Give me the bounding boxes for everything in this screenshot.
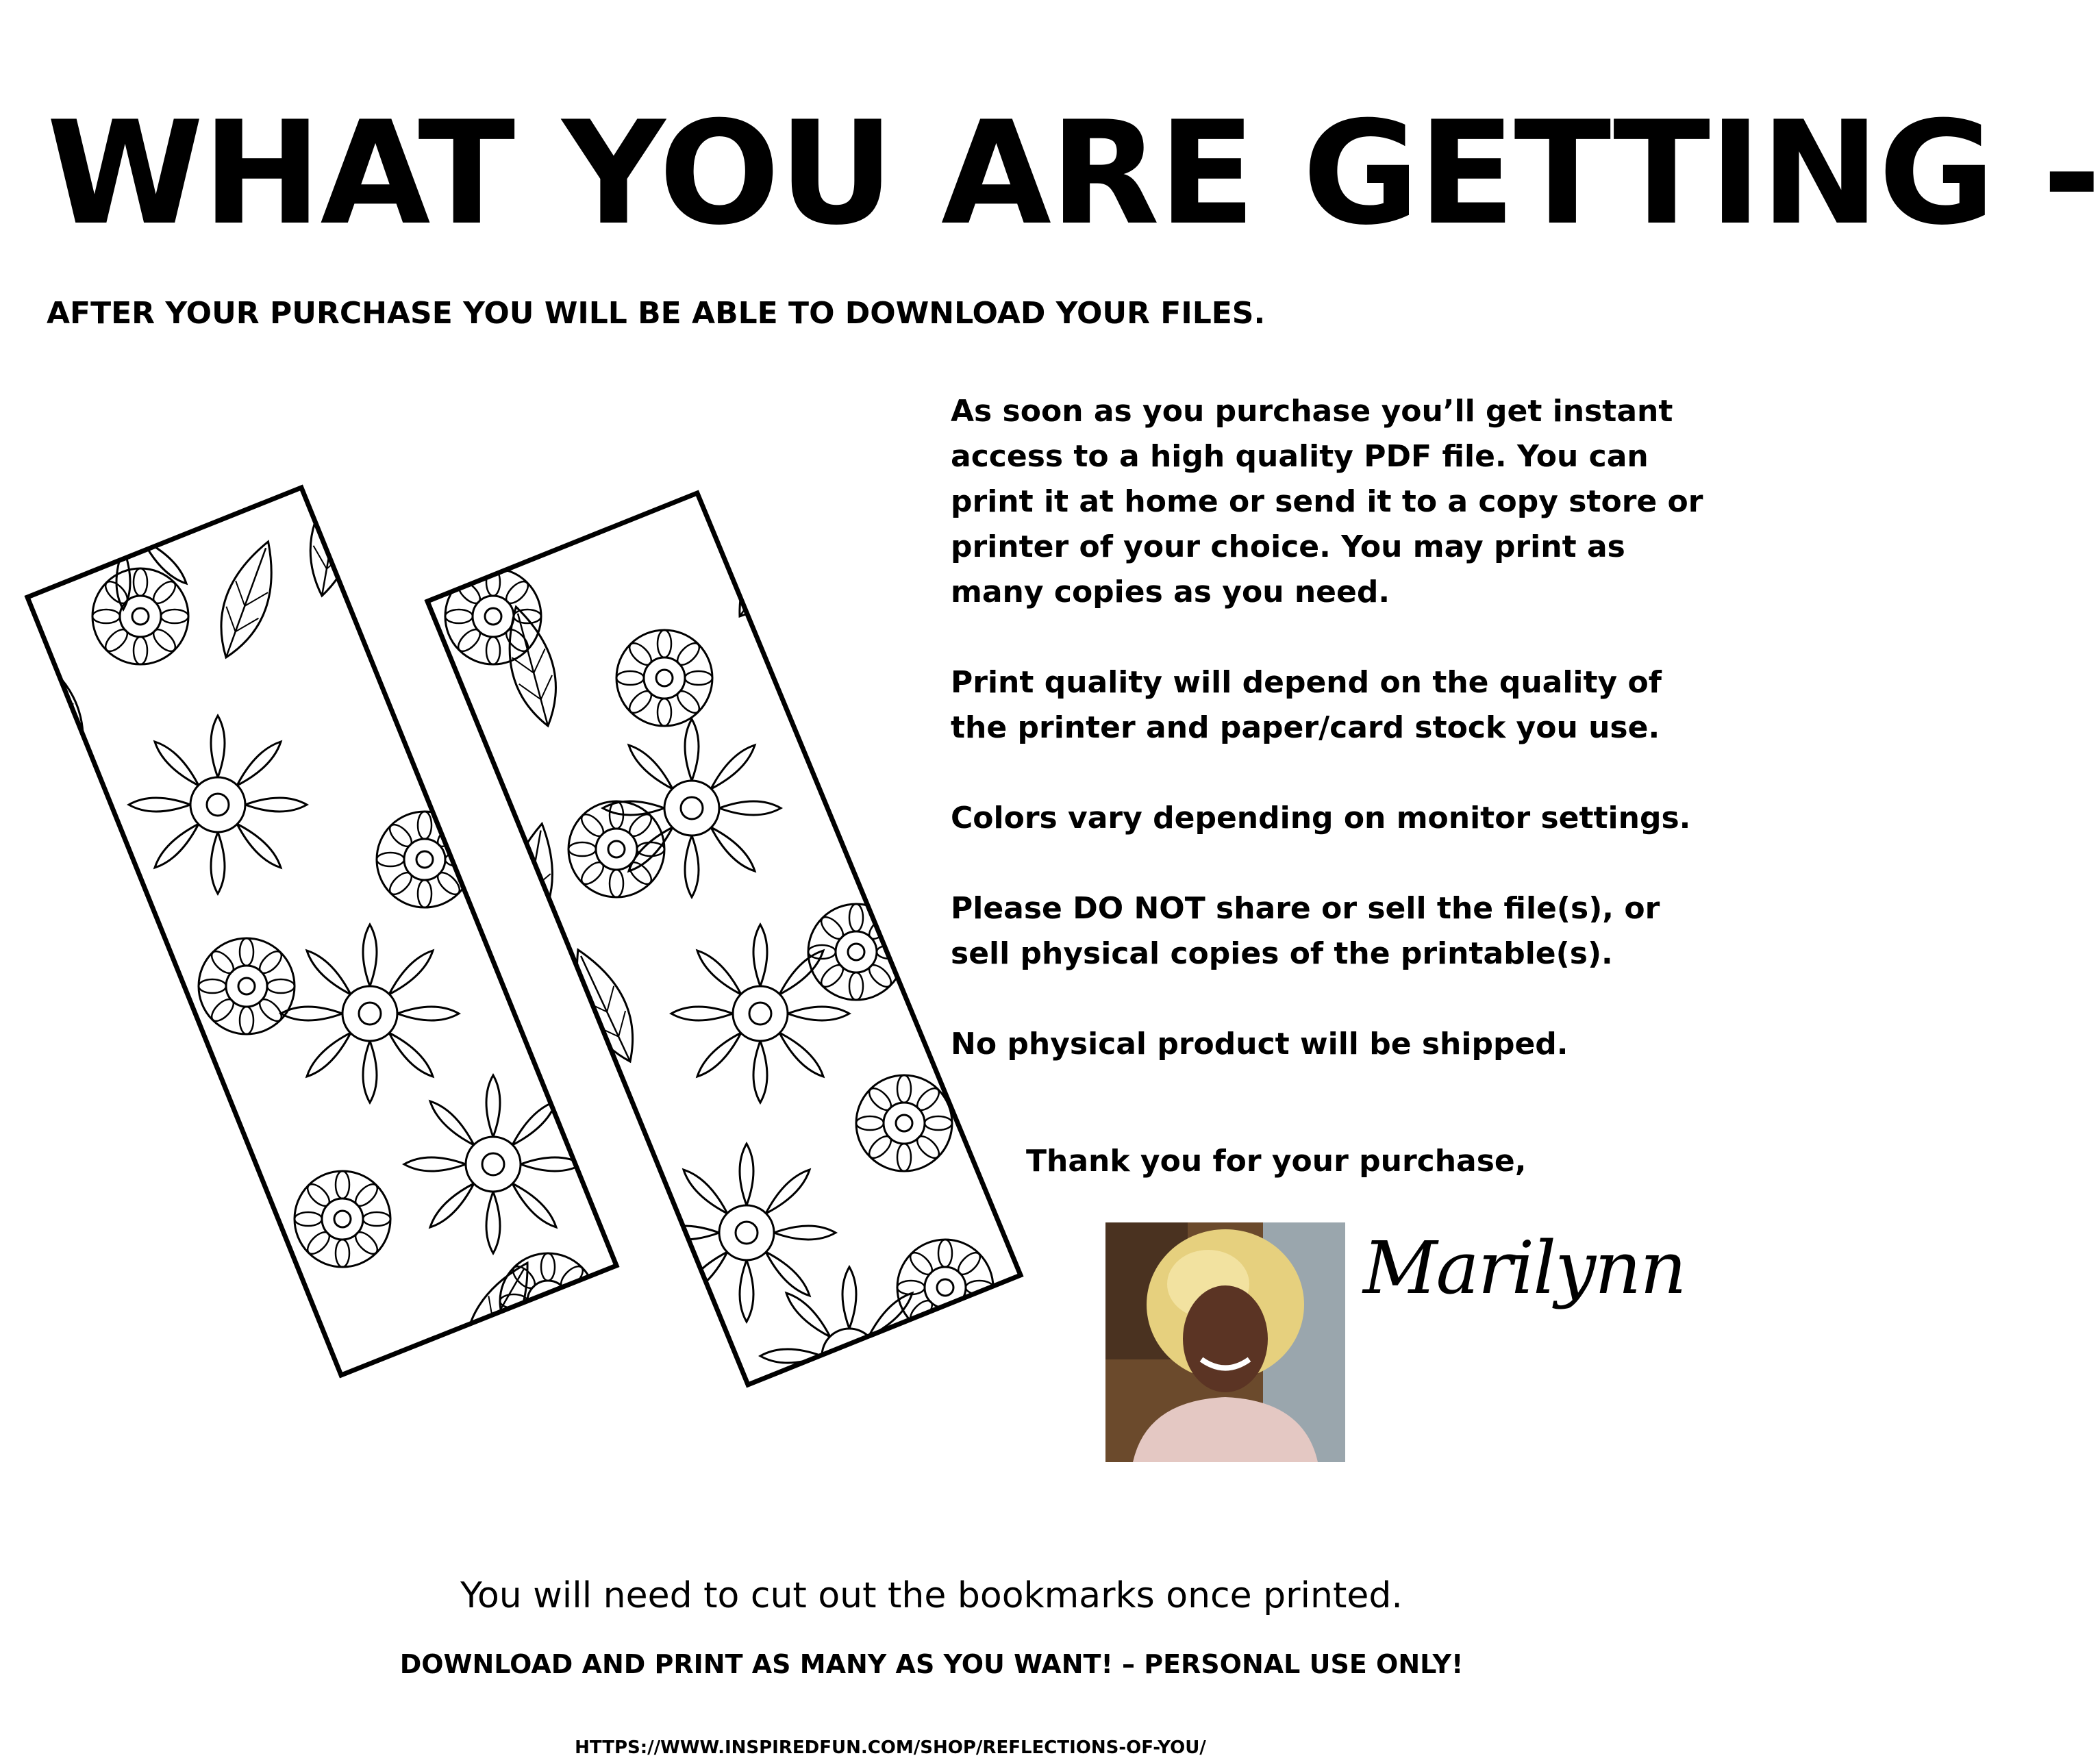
info-paragraph: No physical product will be shipped. xyxy=(951,1027,1568,1062)
bookmarks-illustration xyxy=(0,0,1096,1438)
download-note: DOWNLOAD AND PRINT AS MANY AS YOU WANT! – PERSONAL USE ONLY! xyxy=(399,1649,1464,1679)
info-text xyxy=(951,389,1725,1112)
info-paragraph: Colors vary depending on monitor settings. xyxy=(951,801,1691,836)
author-photo xyxy=(1105,1222,1345,1462)
info-paragraph: Print quality will depend on the quality of the printer and paper/card stock you use. xyxy=(951,665,1662,745)
page-subtitle: AFTER YOUR PURCHASE YOU WILL BE ABLE TO DOWNLOAD YOUR FILES. xyxy=(47,296,1266,331)
signature: Marilynn xyxy=(1363,1226,1686,1310)
thanks-text: Thank you for your purchase, xyxy=(1026,1144,1527,1179)
cut-note: You will need to cut out the bookmarks once printed. xyxy=(460,1575,1403,1616)
info-paragraph: As soon as you purchase you’ll get instant access to a high quality PDF file. You can print it at home or send it to a copy store or printer of your choice. You may print as many copies as you need. xyxy=(951,394,1703,610)
page-title: WHAT YOU ARE GETTING - xyxy=(47,91,2100,257)
shop-url[interactable]: HTTPS://WWW.INSPIREDFUN.COM/SHOP/REFLECTIONS-OF-YOU/ xyxy=(575,1737,1206,1758)
info-paragraph: Please DO NOT share or sell the file(s), or sell physical copies of the printable(s). xyxy=(951,891,1660,971)
